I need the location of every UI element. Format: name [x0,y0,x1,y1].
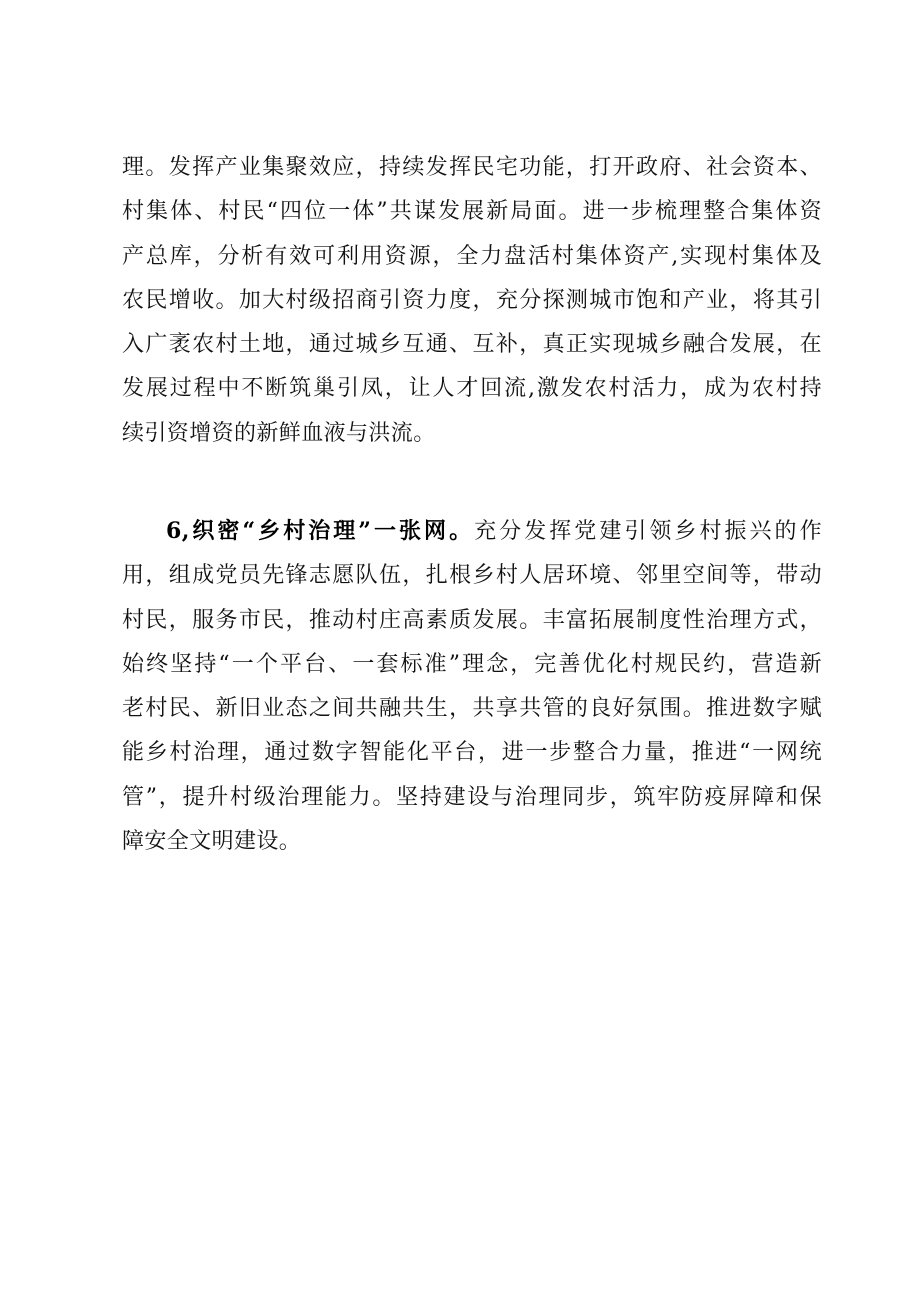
text-line: 始终坚持“一个平台、一套标准”理念，完善优化村规民约，营造新 [122,651,822,677]
text-line: 发展过程中不断筑巢引凤，让人才回流,激发农村活力，成为农村持 [122,376,822,402]
text-line: 村集体、村民“四位一体”共谋发展新局面。进一步梳理整合集体资 [122,199,822,225]
paragraph-rural-governance [122,509,822,864]
text-line: 管”，提升村级治理能力。坚持建设与治理同步，筑牢防疫屏障和保 [122,784,822,810]
text-line: 产总库，分析有效可利用资源，全力盘活村集体资产,实现村集体及 [122,243,822,269]
text-line: 续引资增资的新鲜血液与洪流。 [122,420,436,446]
section-heading: 6,织密“乡村治理”一张网。 [166,518,475,544]
text-line: 村民，服务市民，推动村庄高素质发展。丰富拓展制度性治理方式， [122,607,822,633]
text-line: 老村民、新旧业态之间共融共生，共享共管的良好氛围。推进数字赋 [122,696,822,722]
text-line: 能乡村治理，通过数字智能化平台，进一步整合力量，推进“一网统 [122,740,822,766]
text-line-first [122,509,822,554]
text-line: 入广袤农村土地，通过城乡互通、互补，真正实现城乡融合发展，在 [122,332,822,358]
text-line: 障安全文明建设。 [122,829,302,855]
text-line-rest: 充分发挥党建引领乡村振兴的作 [474,519,822,544]
text-line: 理。发挥产业集聚效应，持续发挥民宅功能，打开政府、社会资本、 [122,155,822,180]
paragraph-rural-development [122,146,822,456]
text-line: 农民增收。加大村级招商引资力度，充分探测城市饱和产业，将其引 [122,287,822,313]
text-line: 用，组成党员先锋志愿队伍，扎根乡村人居环境、邻里空间等，带动 [122,563,822,589]
